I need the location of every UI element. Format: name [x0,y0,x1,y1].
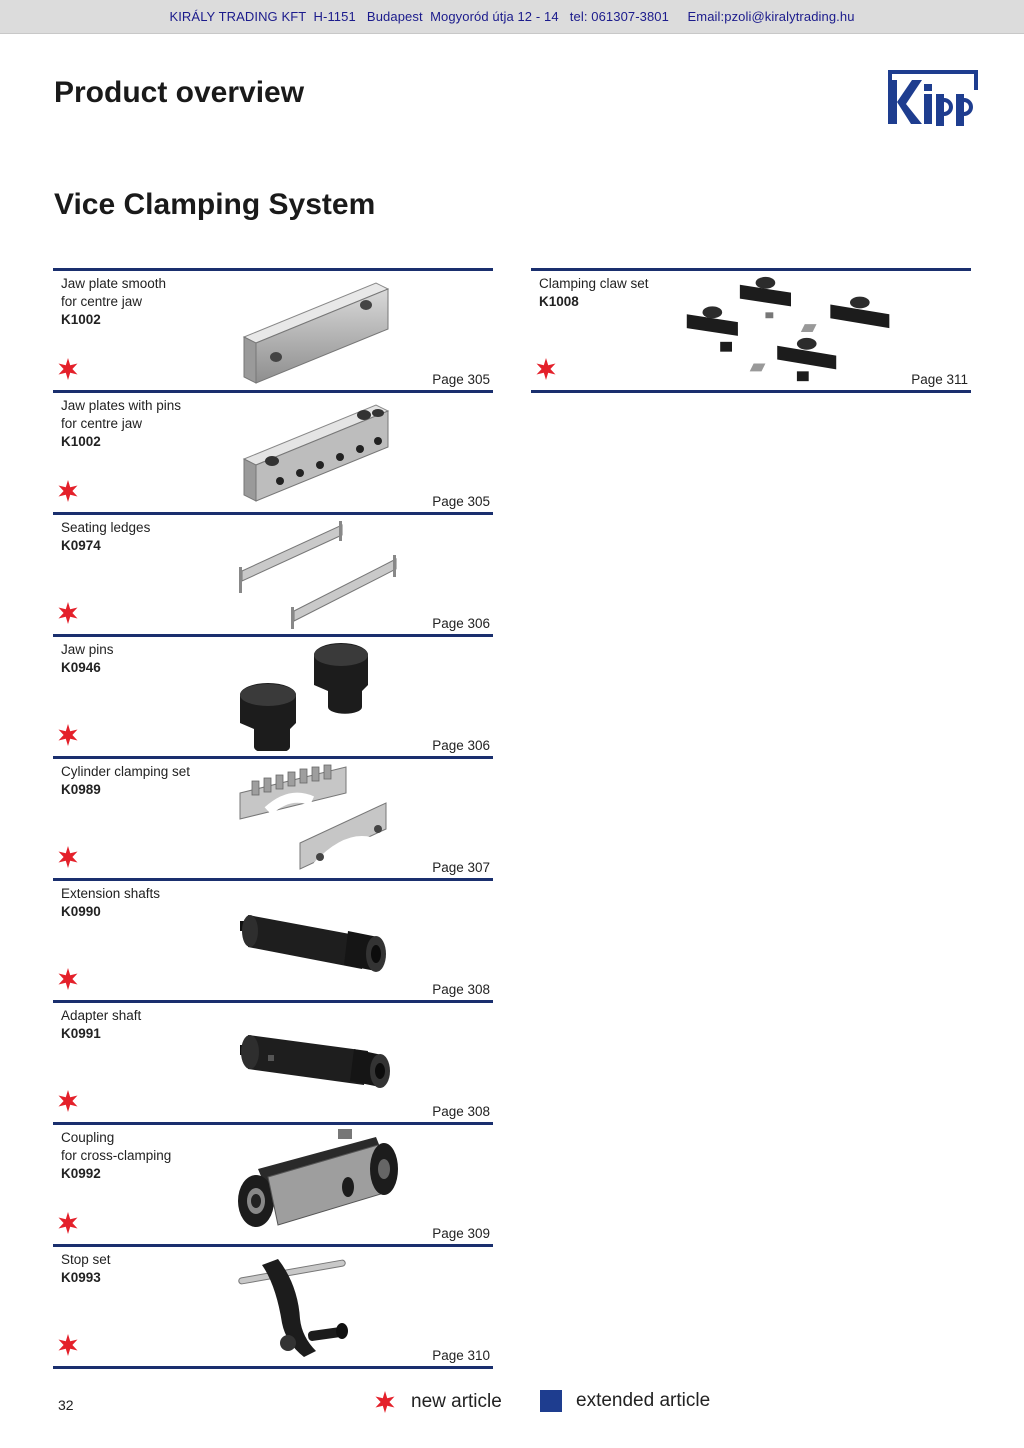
kipp-logo [886,62,982,134]
header-bar [0,0,1024,34]
page-reference[interactable]: Page 308 [432,1104,490,1119]
product-item[interactable] [531,271,971,393]
new-article-star-icon [56,967,80,991]
product-code: K0993 [61,1270,101,1285]
new-article-star-icon [534,357,558,381]
product-name: Jaw plate smooth [61,276,167,291]
legend-new-label: new article [411,1391,502,1412]
page-reference[interactable]: Page 305 [432,372,490,387]
product-item[interactable] [53,759,493,881]
product-item[interactable] [53,515,493,637]
new-article-star-icon [56,357,80,381]
product-item[interactable] [53,393,493,515]
stop-set-image [238,1251,398,1361]
new-article-star-icon [56,479,80,503]
page-reference[interactable]: Page 305 [432,494,490,509]
page-reference[interactable]: Page 310 [432,1348,490,1363]
adapter-shaft-image [238,1007,398,1117]
product-name: Adapter shaft [61,1008,142,1023]
product-code: K0946 [61,660,101,675]
page-reference[interactable]: Page 306 [432,616,490,631]
new-article-star-icon [56,1211,80,1235]
product-name: Extension shafts [61,886,161,901]
product-code: K1002 [61,312,101,327]
coupling-image [238,1129,398,1239]
product-name-sub: for cross-clamping [61,1148,172,1163]
section-title: Vice Clamping System [54,188,376,221]
page-reference[interactable]: Page 306 [432,738,490,753]
jaw-plate-pins-image [238,397,398,507]
new-article-star-icon [373,1390,397,1414]
product-code: K0974 [61,538,101,553]
page-reference[interactable]: Page 309 [432,1226,490,1241]
product-name: Clamping claw set [539,276,649,291]
extension-shaft-image [238,885,398,995]
product-code: K0990 [61,904,101,919]
page-reference[interactable]: Page 311 [911,372,968,387]
product-code: K0989 [61,782,101,797]
product-name: Cylinder clamping set [61,764,191,779]
product-item[interactable] [53,1003,493,1125]
seating-ledges-image [238,519,398,629]
new-article-star-icon [56,845,80,869]
legend-extended-article [540,1390,710,1412]
product-name: Coupling [61,1130,115,1145]
product-item[interactable] [53,1125,493,1247]
product-item[interactable] [53,1247,493,1369]
clamping-claw-set-image [681,273,901,391]
product-item[interactable] [53,881,493,1003]
product-name-sub: for centre jaw [61,416,143,431]
new-article-star-icon [56,723,80,747]
product-item[interactable] [53,637,493,759]
page-title: Product overview [54,76,305,109]
page-reference[interactable]: Page 308 [432,982,490,997]
legend-extended-label: extended article [576,1390,711,1411]
product-name: Jaw pins [61,642,114,657]
product-item[interactable] [53,271,493,393]
extended-article-square-icon [540,1390,562,1412]
product-name: Stop set [61,1252,111,1267]
product-list-right [531,268,971,393]
page-number: 32 [58,1397,74,1413]
legend-new-article [373,1390,502,1414]
new-article-star-icon [56,1089,80,1113]
jaw-pins-image [238,641,398,751]
product-name: Seating ledges [61,520,151,535]
product-code: K1002 [61,434,101,449]
new-article-star-icon [56,601,80,625]
product-name-sub: for centre jaw [61,294,143,309]
jaw-plate-smooth-image [238,275,398,385]
page-reference[interactable]: Page 307 [432,860,490,875]
cylinder-clamping-set-image [238,763,398,873]
product-list-left [53,268,493,1369]
product-name: Jaw plates with pins [61,398,182,413]
header-contact-text: KIRÁLY TRADING KFT H-1151 Budapest Mogyoród útja 12 - 14 tel: 061307-3801 Email:pzoli@kiralytrading.hu [169,9,855,24]
product-code: K0991 [61,1026,101,1041]
product-code: K1008 [539,294,579,309]
product-code: K0992 [61,1166,101,1181]
new-article-star-icon [56,1333,80,1357]
